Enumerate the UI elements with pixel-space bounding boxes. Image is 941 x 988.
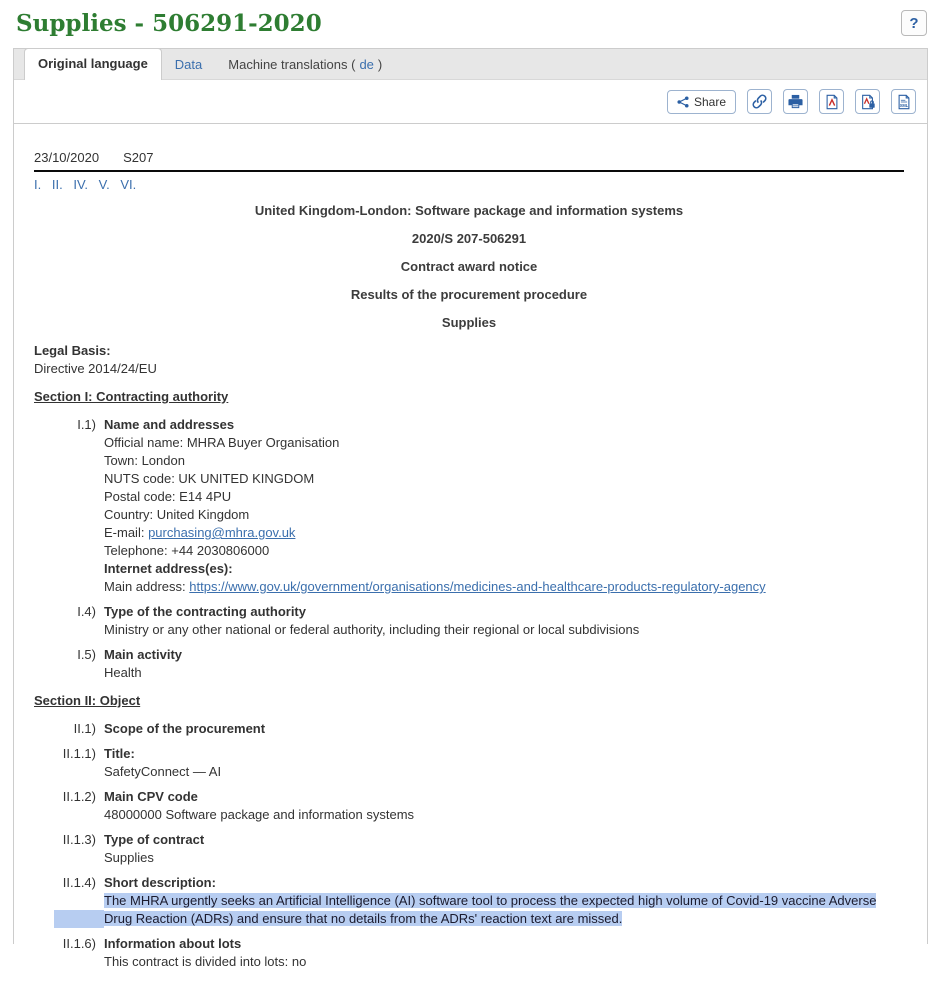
xml-download-button[interactable]: [891, 89, 916, 114]
tab-bar: [14, 49, 927, 80]
page-header: [0, 0, 941, 48]
item-title: Main activity: [104, 647, 183, 662]
toolbar: [14, 80, 927, 124]
item-i1: [34, 416, 904, 596]
item-ii1: [34, 720, 904, 738]
notice-heading-type: Contract award notice: [400, 259, 538, 274]
section-link-IV[interactable]: IV.: [73, 177, 89, 192]
official-name-line: Official name: MHRA Buyer Organisation: [104, 435, 340, 450]
notice-heading-results: Results of the procurement procedure: [350, 287, 588, 302]
nuts-code-line: NUTS code: UK UNITED KINGDOM: [104, 471, 315, 486]
town-line: Town: London: [104, 453, 185, 468]
section-quick-links: [34, 176, 904, 194]
share-icon: [677, 96, 689, 108]
tab-machine-translations[interactable]: [215, 50, 395, 79]
notice-panel: [13, 48, 928, 969]
item-title: Name and addresses: [104, 417, 235, 432]
item-title: Title:: [104, 746, 135, 761]
item-i5: [34, 646, 904, 682]
section-link-VI[interactable]: VI.: [120, 177, 137, 192]
print-button[interactable]: [783, 89, 808, 114]
item-title: Short description:: [104, 875, 216, 890]
item-ii14: [34, 874, 904, 928]
lots-info-value: This contract is divided into lots: no: [104, 954, 307, 969]
section-link-II[interactable]: II.: [51, 177, 63, 192]
item-ref: I.4): [77, 604, 96, 619]
item-ref: II.1): [73, 721, 96, 736]
item-ii11: [34, 745, 904, 781]
item-ref: I.5): [77, 647, 96, 662]
main-address-link[interactable]: https://www.gov.uk/government/organisations/medicines-and-healthcare-products-regulatory-agency: [189, 579, 766, 594]
cpv-code-value: 48000000 Software package and information systems: [104, 807, 415, 822]
item-ii12: [34, 788, 904, 824]
item-ref: I.1): [77, 417, 96, 432]
notice-heading-location: United Kingdom-London: Software package and information systems: [254, 203, 684, 218]
country-line: Country: United Kingdom: [104, 507, 250, 522]
item-ii16: [34, 935, 904, 971]
email-line: [104, 524, 904, 542]
permalink-button[interactable]: [747, 89, 772, 114]
section-link-V[interactable]: V.: [98, 177, 110, 192]
item-title: Scope of the procurement: [104, 721, 266, 736]
authority-type-value: Ministry or any other national or federal authority, including their regional or local subdivisions: [104, 622, 640, 637]
share-button[interactable]: [667, 90, 736, 114]
pdf-signature-icon: [860, 94, 876, 110]
internet-addresses-label: Internet address(es):: [104, 561, 233, 576]
telephone-line: Telephone: +44 2030806000: [104, 543, 270, 558]
item-ref: II.1.2): [62, 789, 96, 804]
email-link[interactable]: purchasing@mhra.gov.uk: [148, 525, 296, 540]
item-title: Information about lots: [104, 936, 242, 951]
notice-headings: [34, 202, 904, 332]
section-2-title: Section II: Object: [34, 693, 141, 708]
item-title: Main CPV code: [104, 789, 198, 804]
main-address-line: [104, 578, 904, 596]
item-ref: II.1.3): [62, 832, 96, 847]
print-icon: [788, 94, 803, 109]
divider-rule: [34, 170, 904, 172]
legal-basis-value: Directive 2014/24/EU: [34, 361, 157, 376]
item-ref: II.1.1): [62, 746, 96, 761]
notice-meta: [34, 149, 904, 167]
item-title: Type of contract: [104, 832, 205, 847]
legal-basis-label: Legal Basis:: [34, 343, 111, 358]
machine-translation-language-link[interactable]: de: [359, 57, 374, 72]
svg-text:XML: XML: [899, 102, 908, 108]
pdf-icon: [824, 94, 840, 110]
contract-type-value: Supplies: [104, 850, 154, 865]
page-title: Supplies - 506291-2020: [16, 10, 322, 37]
short-description-value: [104, 892, 904, 928]
selected-text: The MHRA urgently seeks an Artificial Intelligence (AI) software tool to process the expected high volume of Covid-19 vaccine Adverse Drug Reaction (ADRs) and ensure that no details from the ADRs' reaction text are missed.: [104, 893, 877, 926]
item-title: Type of the contracting authority: [104, 604, 306, 619]
link-icon: [752, 94, 767, 109]
xml-icon: [896, 94, 912, 110]
section-1-title: Section I: Contracting authority: [34, 389, 229, 404]
item-i4: [34, 603, 904, 639]
main-address-label: Main address:: [104, 579, 190, 594]
item-ref: II.1.4): [62, 875, 96, 890]
machine-translations-suffix: ): [377, 57, 383, 72]
help-button[interactable]: ?: [901, 10, 927, 36]
contract-title-value: SafetyConnect — AI: [104, 764, 222, 779]
section-link-I[interactable]: I.: [34, 177, 42, 192]
email-label: E-mail:: [104, 525, 149, 540]
notice-heading-supplies: Supplies: [441, 315, 497, 330]
postal-code-line: Postal code: E14 4PU: [104, 489, 232, 504]
notice-date: 23/10/2020: [34, 150, 100, 165]
notice-heading-reference: 2020/S 207-506291: [411, 231, 527, 246]
pdf-download-button[interactable]: [819, 89, 844, 114]
tab-data[interactable]: Data: [174, 57, 203, 72]
tab-original-language[interactable]: Original language: [24, 48, 162, 80]
notice-document: [14, 124, 927, 988]
main-activity-value: Health: [104, 665, 142, 680]
pdf-signed-download-button[interactable]: [855, 89, 880, 114]
machine-translations-prefix: Machine translations (: [228, 57, 356, 72]
share-button-label: Share: [693, 94, 726, 109]
item-ref: II.1.6): [62, 936, 96, 951]
notice-issue: S207: [123, 150, 154, 165]
item-ii13: [34, 831, 904, 867]
legal-basis: [34, 342, 904, 378]
